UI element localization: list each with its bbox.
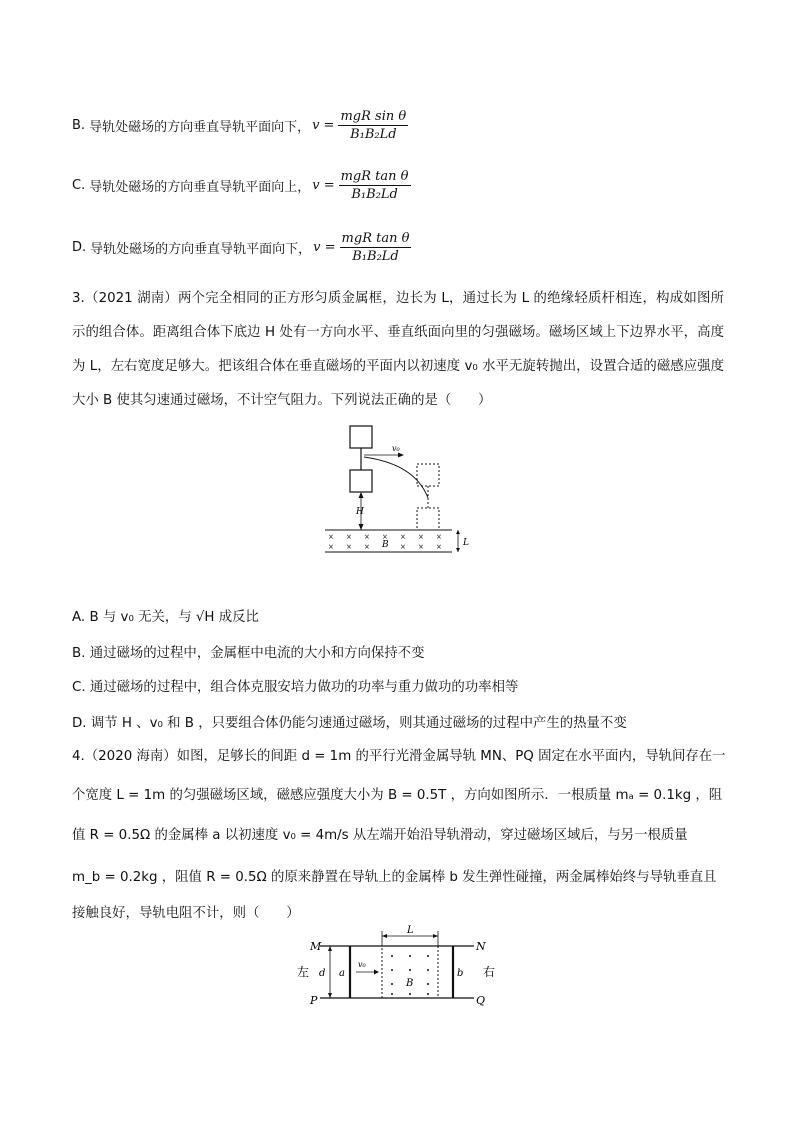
q4-stem-line: 值 R = 0.5Ω 的金属棒 a 以初速度 v₀ = 4m/s 从左端开始沿导轨滑动，穿过磁场区域后，与另一根质量 [72,828,688,843]
q4-stem-line: m_b = 0.2kg ，阻值 R = 0.5Ω 的原来静置在导轨上的金属棒 b 发生弹性碰撞，两金属棒始终与导轨垂直且 [72,870,717,885]
n-label: N [476,940,486,953]
option-text: 导轨处磁场的方向垂直导轨平面向下， [90,242,312,257]
v0-label: v₀ [358,960,366,969]
rod-b-label: b [457,968,464,979]
svg-text:×: × [346,543,352,551]
q4-figure [290,922,510,1012]
svg-text:×: × [346,533,352,541]
fraction-denominator: B₁B₂Ld [350,127,397,142]
option-text: 导轨处磁场的方向垂直导轨平面向上， [89,180,311,195]
fraction-numerator: mgR tan θ [341,231,410,246]
trajectory-curve [364,457,428,498]
b-label: B [382,540,389,550]
dashed-lower-frame [417,508,439,530]
fraction-numerator: mgR sin θ [340,109,407,124]
v0-label: v₀ [392,444,400,453]
svg-text:×: × [382,533,388,541]
q4-stem-line: 接触良好，导轨电阻不计，则（ ） [72,906,300,921]
l-label: L [407,925,414,936]
dashed-upper-frame [417,464,439,486]
velocity-arrow [374,970,379,975]
option-label: D. [72,240,87,255]
q3-option-d: D. 调节 H 、v₀ 和 B ，只要组合体仍能匀速通过磁场，则其通过磁场的过程中产生的热量不变 [72,716,627,731]
fraction-denominator: B₁B₂Ld [352,249,399,264]
right-label: 右 [483,965,496,979]
option-label: B. [72,118,86,133]
q2-option-d [72,230,411,265]
svg-text:×: × [364,533,370,541]
m-label: M [310,940,322,953]
svg-text:×: × [436,543,442,551]
svg-text:×: × [400,533,406,541]
svg-text:×: × [364,543,370,551]
q3-option-b: B. 通过磁场的过程中，金属框中电流的大小和方向保持不变 [72,646,425,661]
svg-text:×: × [436,533,442,541]
formula-fraction [339,168,411,203]
field-region [382,946,438,998]
q3-option-a: A. B 与 v₀ 无关，与 √H 成反比 [72,610,259,625]
q3-figure [320,420,480,560]
p-label: P [310,994,318,1007]
upper-frame [350,426,372,448]
fraction-denominator: B₁B₂Ld [351,187,398,202]
q3-stem: 3.（2021 湖南）两个完全相同的正方形匀质金属框，边长为 L，通过长为 L 的绝缘轻质杆相连，构成如图所示的组合体。距离组合体下底边 H 处有一方向水平、垂直纸面向里的匀强磁场。磁场区域上下边界水平，高度为 L，左右宽度足够大。把该组合体在垂直磁场的平面内以初速度 v₀ 水平无旋转抛出，设置合适的磁感应强度大小 B 使其匀速通过磁场，不计空气阻力。下列说法正确的是（ ） [72,291,724,408]
formula-lhs: v = [312,178,335,193]
fraction-numerator: mgR tan θ [340,169,409,184]
formula-fraction [338,108,408,143]
svg-text:×: × [400,543,406,551]
rod-a-label: a [339,968,345,979]
formula-fraction [340,230,412,265]
formula-lhs: v = [313,240,336,255]
b-label: B [406,978,414,989]
l-label: L [463,538,469,548]
svg-text:×: × [328,543,334,551]
h-label: H [356,507,364,517]
q4-stem-line: 个宽度 L = 1m 的匀强磁场区域，磁感应强度大小为 B = 0.5T ，方向如图所示．一根质量 mₐ = 0.1kg ，阻 [72,788,723,803]
q4-stem-line: 4.（2020 海南）如图，足够长的间距 d = 1m 的平行光滑金属导轨 MN、PQ 固定在水平面内，导轨间存在一 [72,749,726,764]
q-label: Q [476,994,486,1007]
d-label: d [319,968,326,979]
option-text: 导轨处磁场的方向垂直导轨平面向下， [89,120,311,135]
q2-option-b [72,108,408,143]
option-label: C. [72,178,86,193]
field-dots [391,955,429,995]
q2-option-c [72,168,411,203]
svg-text:×: × [418,533,424,541]
left-label: 左 [297,965,310,979]
formula-lhs: v = [312,118,335,133]
lower-frame [350,470,372,492]
svg-text:×: × [328,533,334,541]
q3-option-c: C. 通过磁场的过程中，组合体克服安培力做功的功率与重力做功的功率相等 [72,680,519,695]
svg-text:×: × [418,543,424,551]
velocity-arrow [398,453,404,458]
